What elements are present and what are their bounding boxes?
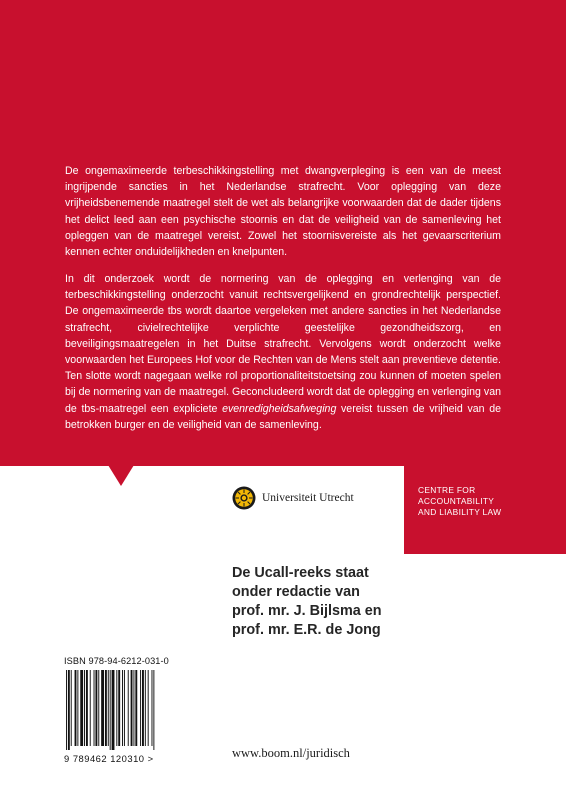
barcode-bar [110, 670, 111, 750]
utrecht-university-logo [232, 486, 354, 510]
ucall-line-3: AND LIABILITY LAW [418, 507, 502, 517]
barcode-bar [80, 670, 83, 746]
barcode-bar [133, 670, 134, 746]
barcode-bar [66, 670, 67, 750]
barcode-bar [94, 670, 95, 746]
editors-line-1: De Ucall-reeks staat [232, 565, 369, 581]
barcode-bar [105, 670, 107, 746]
barcode-bar [116, 670, 117, 746]
editors-line-4: prof. mr. E.R. de Jong [232, 622, 381, 638]
sun-seal-icon [232, 486, 256, 510]
barcode-bar [108, 670, 109, 746]
editors-line-2: onder redactie van [232, 584, 360, 600]
barcode-bar [95, 670, 97, 746]
blurb-paragraph-2 [65, 271, 501, 433]
ucall-logo-box [404, 466, 566, 554]
barcode-bar [142, 670, 144, 746]
barcode-bar [90, 670, 91, 746]
barcode-bar [122, 670, 123, 746]
barcode [64, 670, 188, 750]
blurb-paragraph-1: De ongemaximeerde terbeschikkingstelling met dwangverpleging is een van de meest ingrijpende sancties in het Nederlandse strafrecht. Voor oplegging van deze vrijheidsbenemende maatregel stelt de wet als belangrijke voorwaarden dat de dader tijdens het delict leed aan een psychische stoornis en dat de veiligheid van de samenleving het opleggen van de maatregel vereist. Zowel het stoornisvereiste als het gevaarscriterium kennen echter onduidelijkheden en knelpunten. [65, 165, 501, 259]
barcode-bar [75, 670, 77, 746]
barcode-bar [148, 670, 149, 746]
barcode-digits: 9 789462 120310 > [64, 753, 154, 764]
editors-line-3: prof. mr. J. Bijlsma en [232, 603, 382, 619]
barcode-bar [128, 670, 129, 746]
ucall-logo-text [418, 485, 501, 518]
barcode-bar [84, 670, 85, 746]
barcode-bar [152, 670, 153, 746]
university-name: Universiteit Utrecht [262, 492, 354, 504]
barcode-bar [140, 670, 141, 746]
series-editors [232, 564, 382, 640]
ucall-line-1: CENTRE FOR [418, 485, 476, 495]
blurb-paragraph-2-emphasis: evenredigheidsafweging [222, 402, 337, 415]
isbn-label: ISBN 978-94-6212-031-0 [64, 656, 169, 666]
barcode-bar [153, 670, 154, 750]
barcode-bar [86, 670, 88, 746]
barcode-bar [68, 670, 70, 750]
barcode-bar [98, 670, 99, 746]
ucall-line-2: ACCOUNTABILITY [418, 496, 495, 506]
barcode-bar [145, 670, 146, 746]
barcode-bar [77, 670, 78, 746]
barcode-bar [71, 670, 72, 746]
barcode-bar [112, 670, 115, 750]
blurb-paragraph-2-text: In dit onderzoek wordt de normering van de oplegging en verlenging van de terbeschikkingstelling onderzocht vanuit rechtsvergelijkend en grondrechtelijk perspectief. De ongemaximeerde tbs wordt daartoe vergeleken met andere sancties in het Nederlandse strafrecht, civielrechtelijke verplichte geestelijke gezondheidszorg, en beveiligingsmaatregelen in het Duitse strafrecht. Vervolgens wordt onderzocht welke voorwaarden het Europees Hof voor de Rechten van de Mens stelt aan preventieve detentie. Ten slotte wordt nagegaan welke rol proportionaliteitstoetsing zou kunnen of moeten spelen bij de normering van de maatregel. Geconcludeerd wordt dat de oplegging en verlenging van de tbs-maatregel een expliciete [65, 273, 501, 415]
barcode-bar [118, 670, 120, 746]
barcode-bar [135, 670, 137, 746]
isbn-barcode-block [64, 656, 190, 764]
red-panel-pointer [108, 465, 134, 486]
blurb-paragraph-2-ending: vereist tussen de vrijheid van de betrokken burger en de veiligheid van de samenleving. [65, 402, 501, 431]
publisher-website: www.boom.nl/juridisch [232, 746, 350, 760]
barcode-bar [124, 670, 125, 746]
barcode-bar [131, 670, 133, 746]
barcode-bar [101, 670, 104, 746]
